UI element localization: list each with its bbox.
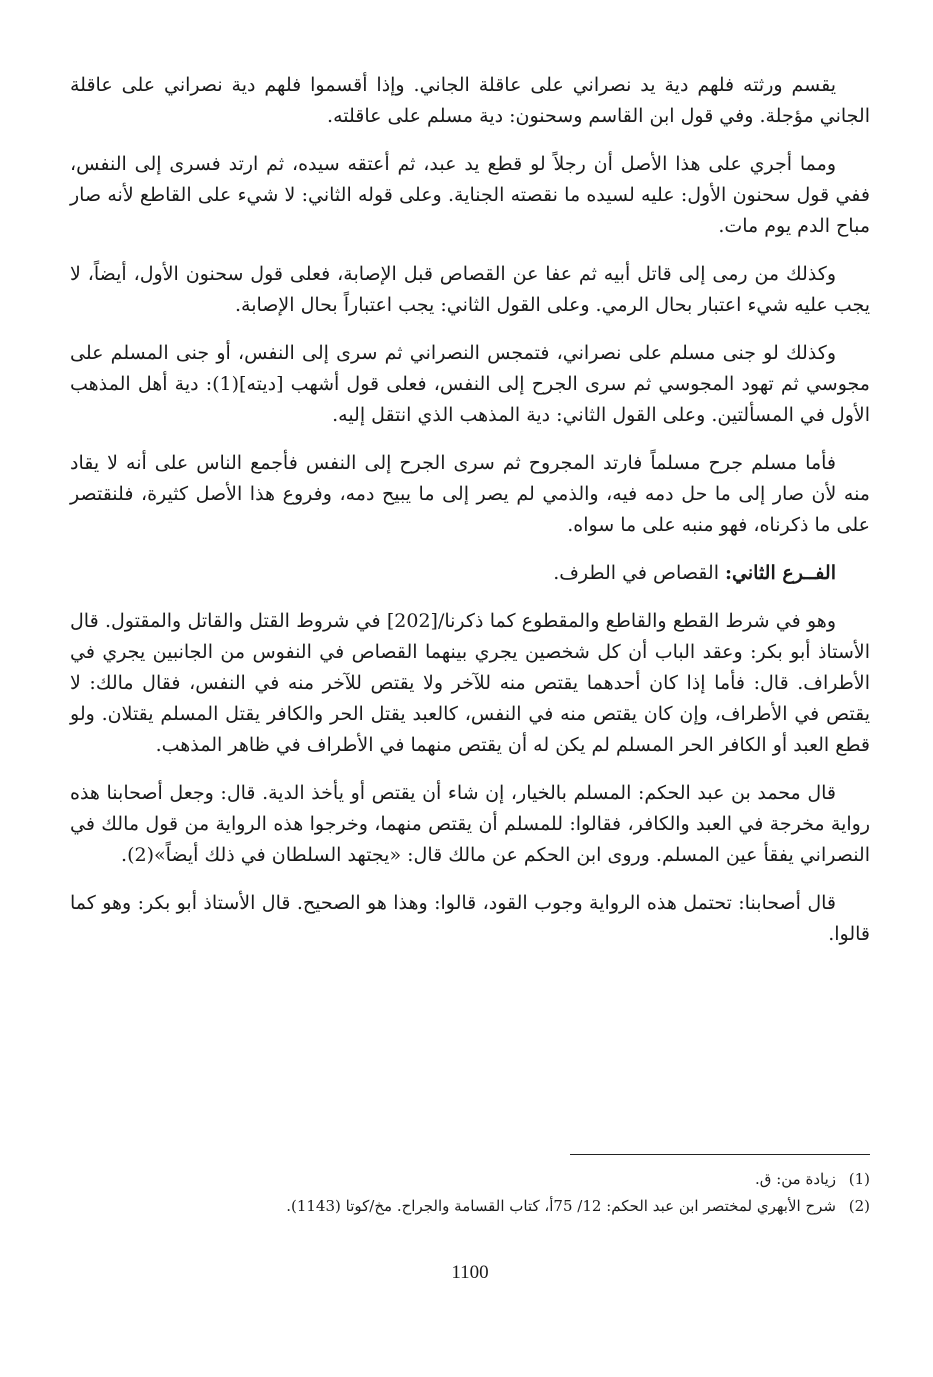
paragraph-1: يقسم ورثته فلهم دية يد نصراني على عاقلة الجاني. وإذا أقسموا فلهم دية نصراني على عاقلة الجاني مؤجلة. وفي قول ابن القاسم وسحنون: دية مسلم على عاقلته. bbox=[70, 74, 870, 127]
footnote-1-number: (1) bbox=[848, 1170, 870, 1188]
footnote-1 bbox=[70, 1166, 870, 1193]
paragraph-8: قال أصحابنا: تحتمل هذه الرواية وجوب القود، قالوا: وهذا هو الصحيح. قال الأستاذ أبو بكر: وهو كما قالوا. bbox=[70, 892, 870, 945]
footnote-2-text: شرح الأبهري لمختصر ابن عبد الحكم: 12/ 75أ، كتاب القسامة والجراح. مخ/كوتا (1143). bbox=[286, 1197, 836, 1215]
section-heading-title: القصاص في الطرف. bbox=[553, 562, 726, 584]
section-heading-label: الفــرع الثاني: bbox=[725, 562, 836, 584]
paragraph-5: فأما مسلم جرح مسلماً فارتد المجروح ثم سرى الجرح إلى النفس فأجمع الناس على أنه لا يقاد منه لأن صار إلى ما حل دمه فيه، والذمي لم يصر إلى ما يبيح دمه، وفروع هذا الأصل كثيرة، فلنقتصر على ما ذكرناه، فهو منبه على ما سواه. bbox=[70, 452, 870, 536]
main-text bbox=[70, 70, 870, 950]
footnote-divider bbox=[570, 1154, 870, 1155]
footnotes bbox=[70, 1166, 870, 1220]
paragraph-6: وهو في شرط القطع والقاطع والمقطوع كما ذكرنا/[202] في شروط القتل والقاتل والمقتول. قال الأستاذ أبو بكر: وعقد الباب أن كل شخصين يجري بينهما القصاص في النفوس من الجانبين يجري في الأطراف. قال: فأما إذا كان أحدهما يقتص منه للآخر ولا يقتص للآخر منه في النفس، فقال مالك: لا يقتص في الأطراف، وإن كان يقتص منه في النفس، كالعبد يقتل الحر والكافر يقتل المسلم يقتلان. ولو قطع العبد أو الكافر الحر المسلم لم يكن له أن يقتص منهما في الأطراف في ظاهر المذهب. bbox=[70, 610, 870, 756]
paragraph-3: وكذلك من رمى إلى قاتل أبيه ثم عفا عن القصاص قبل الإصابة، فعلى قول سحنون الأول، أيضاً، لا يجب عليه شيء اعتبار بحال الرمي. وعلى القول الثاني: يجب اعتباراً بحال الإصابة. bbox=[70, 263, 870, 316]
footnote-2 bbox=[70, 1193, 870, 1220]
section-heading bbox=[70, 558, 870, 589]
page-number: 1100 bbox=[451, 1262, 489, 1283]
paragraph-4: وكذلك لو جنى مسلم على نصراني، فتمجس النصراني ثم سرى إلى النفس، أو جنى المسلم على مجوسي ثم تهود المجوسي ثم سرى الجرح إلى النفس، فعلى قول أشهب [ديته](1): دية أهل المذهب الأول في المسألتين. وعلى القول الثاني: دية المذهب الذي انتقل إليه. bbox=[70, 342, 870, 426]
document-page bbox=[70, 70, 870, 1320]
paragraph-2: ومما أجري على هذا الأصل أن رجلاً لو قطع يد عبد، ثم أعتقه سيده، ثم ارتد فسرى إلى النفس، ففي قول سحنون الأول: عليه لسيده ما نقصته الجناية. وعلى قوله الثاني: لا شيء على القاطع لأنه صار مباح الدم يوم مات. bbox=[70, 153, 870, 237]
footnote-1-text: زيادة من: ق. bbox=[755, 1170, 836, 1188]
paragraph-7: قال محمد بن عبد الحكم: المسلم بالخيار، إن شاء أن يقتص أو يأخذ الدية. قال: وجعل أصحابنا هذه رواية مخرجة في العبد والكافر، فقالوا: للمسلم أن يقتص منهما، وخرجوا هذه الرواية من قول مالك في النصراني يفقأ عين المسلم. وروى ابن الحكم عن مالك قال: «يجتهد السلطان في ذلك أيضاً»(2). bbox=[70, 782, 870, 866]
footnote-2-number: (2) bbox=[848, 1197, 870, 1215]
